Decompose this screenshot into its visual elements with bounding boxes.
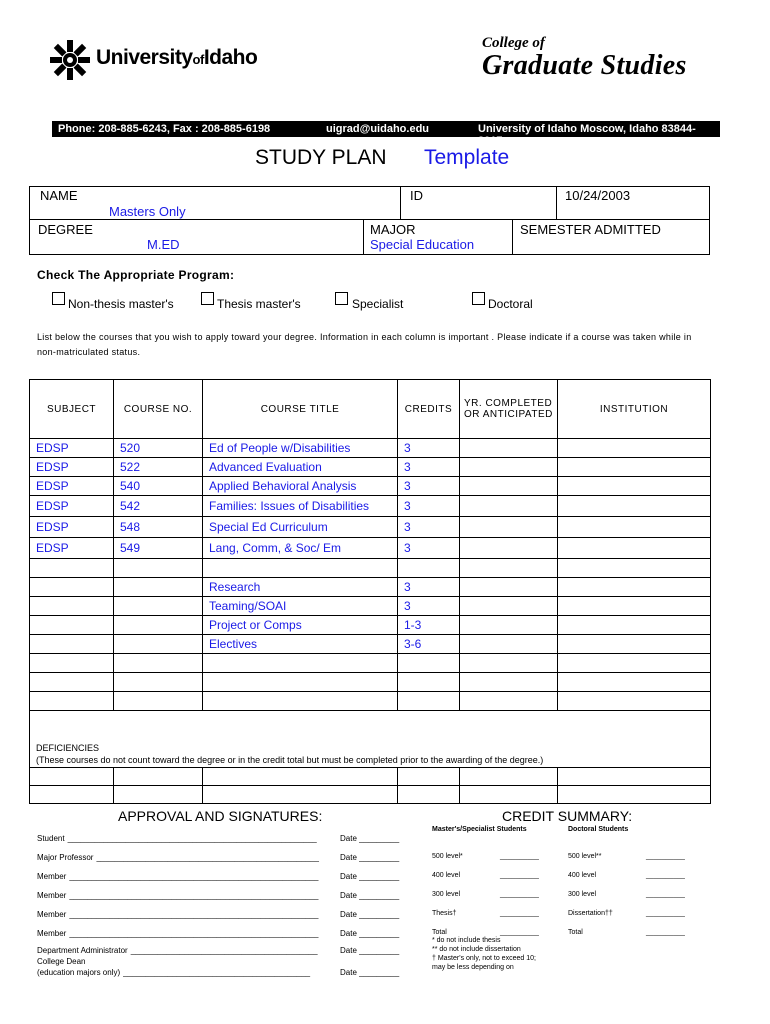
table-cell[interactable]: 3 — [398, 496, 460, 517]
header-course-no: COURSE NO. — [114, 380, 203, 439]
table-row — [30, 439, 711, 458]
credit-note: † Master's only, not to exceed 10; — [432, 955, 536, 962]
table-row — [30, 597, 711, 616]
deficiencies-row — [30, 711, 711, 768]
table-cell[interactable]: Lang, Comm, & Soc/ Em — [203, 538, 398, 559]
table-cell[interactable] — [558, 559, 711, 578]
table-cell[interactable] — [558, 673, 711, 692]
table-cell[interactable] — [398, 692, 460, 711]
table-cell[interactable] — [460, 768, 558, 786]
header-year: YR. COMPLETED OR ANTICIPATED — [460, 380, 558, 439]
email: uigrad@uidaho.edu — [326, 123, 430, 135]
table-cell[interactable] — [558, 439, 711, 458]
table-cell[interactable]: 3 — [398, 578, 460, 597]
table-cell[interactable]: Special Ed Curriculum — [203, 517, 398, 538]
table-cell[interactable]: EDSP — [30, 496, 114, 517]
deficiency-row — [30, 768, 711, 786]
table-cell[interactable] — [114, 578, 203, 597]
signature-blank: ________________________________________________________ — [69, 910, 319, 919]
table-cell[interactable] — [30, 635, 114, 654]
table-cell[interactable] — [460, 673, 558, 692]
credit-note: may be less depending on — [432, 964, 514, 971]
doctoral-row-blank[interactable]: __________ — [646, 929, 685, 936]
table-cell[interactable]: 522 — [114, 458, 203, 477]
table-cell[interactable] — [30, 578, 114, 597]
table-row — [30, 538, 711, 559]
table-row — [30, 496, 711, 517]
table-cell[interactable] — [558, 496, 711, 517]
signature-line[interactable] — [37, 910, 319, 919]
doctoral-checkbox[interactable] — [472, 292, 485, 305]
program-heading: Check The Appropriate Program: — [37, 268, 235, 282]
masters-row-label: 400 level — [432, 872, 461, 879]
university-logo-icon — [48, 38, 92, 82]
name-label: NAME — [40, 188, 78, 203]
table-cell[interactable]: 520 — [114, 439, 203, 458]
table-cell[interactable] — [460, 496, 558, 517]
table-cell[interactable] — [30, 654, 114, 673]
credit-summary-heading: CREDIT SUMMARY: — [502, 808, 633, 824]
specialist-label: Specialist — [352, 297, 404, 311]
table-cell[interactable]: EDSP — [30, 458, 114, 477]
university-logo-text: UniversityofIdaho — [96, 46, 258, 69]
masters-row-blank[interactable]: __________ — [500, 891, 539, 898]
table-cell[interactable]: 549 — [114, 538, 203, 559]
doctoral-row-label: Total — [568, 929, 583, 936]
table-row — [30, 673, 711, 692]
table-cell[interactable] — [558, 517, 711, 538]
table-cell[interactable]: 3 — [398, 458, 460, 477]
masters-row-blank[interactable]: __________ — [500, 872, 539, 879]
id-label: ID — [410, 188, 423, 203]
credit-note: * do not include thesis — [432, 937, 501, 944]
table-cell[interactable] — [30, 597, 114, 616]
table-cell[interactable] — [398, 559, 460, 578]
signature-blank: __________________________________________________ — [96, 853, 319, 862]
signature-line[interactable] — [37, 968, 310, 977]
instructions-line-1: List below the courses that you wish to apply toward your degree. Information in each column is important . Please indicate if a course was taken while in — [37, 332, 692, 342]
table-cell[interactable] — [30, 786, 114, 804]
signature-date[interactable]: Date _________ — [340, 891, 400, 900]
table-cell[interactable]: 3 — [398, 477, 460, 496]
signature-line[interactable] — [37, 891, 319, 900]
table-cell[interactable]: EDSP — [30, 439, 114, 458]
table-cell[interactable]: Project or Comps — [203, 616, 398, 635]
signature-blank: ________________________________________________________ — [69, 872, 319, 881]
table-cell[interactable] — [558, 654, 711, 673]
phone-fax: Phone: 208-885-6243, Fax : 208-885-6198 — [58, 123, 271, 135]
signature-line[interactable] — [37, 872, 319, 881]
table-cell[interactable] — [114, 597, 203, 616]
table-cell[interactable]: 3 — [398, 439, 460, 458]
table-cell[interactable]: EDSP — [30, 477, 114, 496]
table-cell[interactable] — [460, 654, 558, 673]
signature-line[interactable] — [37, 946, 318, 955]
signature-date[interactable]: Date _________ — [340, 946, 400, 955]
table-cell[interactable] — [460, 597, 558, 616]
credit-note: ** do not include dissertation — [432, 946, 521, 953]
course-table — [29, 379, 711, 804]
signature-blank: __________________________________________ — [123, 968, 311, 977]
table-cell[interactable] — [558, 458, 711, 477]
table-cell[interactable]: 1-3 — [398, 616, 460, 635]
table-cell[interactable] — [114, 559, 203, 578]
signature-date[interactable]: Date _________ — [340, 834, 400, 843]
table-cell[interactable] — [460, 616, 558, 635]
signature-blank: __________________________________________ — [130, 946, 318, 955]
table-cell[interactable] — [203, 692, 398, 711]
header-subject: SUBJECT — [30, 380, 114, 439]
table-row — [30, 458, 711, 477]
table-cell[interactable] — [460, 477, 558, 496]
table-cell[interactable] — [460, 786, 558, 804]
signature-date[interactable]: Date _________ — [340, 968, 400, 977]
masters-row-label: 500 level* — [432, 853, 463, 860]
table-cell[interactable] — [114, 654, 203, 673]
signature-label: Member — [37, 910, 67, 919]
signature-blank: ________________________________________________________ — [69, 929, 319, 938]
masters-row-blank[interactable]: __________ — [500, 853, 539, 860]
doctoral-row-blank[interactable]: __________ — [646, 872, 685, 879]
signature-blank: ________________________________________________________ — [69, 891, 319, 900]
table-cell[interactable] — [114, 786, 203, 804]
table-cell[interactable] — [398, 768, 460, 786]
signature-date[interactable]: Date _________ — [340, 872, 400, 881]
signature-label: Major Professor — [37, 853, 94, 862]
signature-label: Department Administrator — [37, 946, 128, 955]
table-cell[interactable] — [460, 635, 558, 654]
doctoral-row-blank[interactable]: __________ — [646, 853, 685, 860]
table-row — [30, 517, 711, 538]
table-cell[interactable] — [558, 578, 711, 597]
doctoral-row-label: 400 level — [568, 872, 597, 879]
header-credits: CREDITS — [398, 380, 460, 439]
header-course-title: COURSE TITLE — [203, 380, 398, 439]
table-cell[interactable] — [460, 692, 558, 711]
doctoral-row-label: 500 level** — [568, 853, 602, 860]
table-cell[interactable]: Electives — [203, 635, 398, 654]
signature-label: Member — [37, 929, 67, 938]
id-field[interactable] — [400, 186, 557, 220]
date-value: 10/24/2003 — [565, 188, 631, 203]
semester-label: SEMESTER ADMITTED — [520, 222, 661, 237]
signature-label: Student — [37, 834, 65, 843]
table-cell[interactable] — [558, 477, 711, 496]
table-cell[interactable] — [460, 517, 558, 538]
table-row — [30, 477, 711, 496]
table-cell[interactable]: Ed of People w/Disabilities — [203, 439, 398, 458]
table-cell[interactable]: Advanced Evaluation — [203, 458, 398, 477]
header-institution: INSTITUTION — [558, 380, 711, 439]
table-cell[interactable] — [398, 786, 460, 804]
signature-label: (education majors only) — [37, 968, 121, 977]
table-cell[interactable] — [558, 616, 711, 635]
table-cell[interactable] — [398, 654, 460, 673]
table-cell[interactable]: Teaming/SOAI — [203, 597, 398, 616]
table-cell[interactable]: 3 — [398, 597, 460, 616]
masters-row-label: 300 level — [432, 891, 461, 898]
signature-line[interactable] — [37, 853, 319, 862]
table-cell[interactable] — [398, 673, 460, 692]
table-row — [30, 578, 711, 597]
deficiency-row — [30, 786, 711, 804]
signature-date[interactable]: Date _________ — [340, 929, 400, 938]
table-cell[interactable] — [558, 538, 711, 559]
table-cell[interactable]: 3 — [398, 517, 460, 538]
table-cell[interactable] — [114, 768, 203, 786]
table-cell[interactable] — [114, 616, 203, 635]
contact-bar — [52, 121, 720, 147]
table-cell[interactable]: Families: Issues of Disabilities — [203, 496, 398, 517]
degree-label: DEGREE — [38, 222, 93, 237]
table-cell[interactable] — [558, 635, 711, 654]
table-cell[interactable] — [460, 578, 558, 597]
table-cell[interactable] — [203, 559, 398, 578]
signature-line[interactable] — [37, 834, 317, 843]
table-cell[interactable] — [30, 768, 114, 786]
table-cell[interactable] — [460, 538, 558, 559]
doctoral-row-blank[interactable]: __________ — [646, 891, 685, 898]
table-row — [30, 654, 711, 673]
table-cell[interactable]: 540 — [114, 477, 203, 496]
signature-line[interactable] — [37, 957, 88, 966]
address: University of Idaho Moscow, Idaho 83844-3017 — [478, 123, 696, 147]
table-cell[interactable]: EDSP — [30, 538, 114, 559]
table-cell[interactable] — [30, 692, 114, 711]
non-thesis-checkbox[interactable] — [52, 292, 65, 305]
major-value: Special Education — [370, 237, 475, 252]
table-cell[interactable] — [203, 654, 398, 673]
table-row — [30, 559, 711, 578]
doctoral-label: Doctoral — [488, 297, 533, 311]
table-row — [30, 692, 711, 711]
table-cell[interactable]: 3-6 — [398, 635, 460, 654]
masters-row-label: Total — [432, 929, 447, 936]
table-header-row — [30, 380, 711, 439]
name-value: Masters Only — [109, 204, 186, 219]
table-cell[interactable]: 542 — [114, 496, 203, 517]
table-cell[interactable] — [558, 786, 711, 804]
masters-row-label: Thesis† — [432, 910, 457, 917]
approval-heading: APPROVAL AND SIGNATURES: — [118, 808, 323, 824]
table-cell[interactable] — [203, 673, 398, 692]
deficiencies-label: DEFICIENCIES — [36, 743, 100, 753]
signature-label: College Dean — [37, 957, 86, 966]
table-cell[interactable] — [30, 559, 114, 578]
college-line-2: Graduate Studies — [482, 50, 687, 81]
table-cell[interactable] — [114, 692, 203, 711]
table-cell[interactable] — [30, 673, 114, 692]
doctoral-row-blank[interactable]: __________ — [646, 910, 685, 917]
table-cell[interactable] — [114, 673, 203, 692]
table-cell[interactable] — [460, 439, 558, 458]
specialist-checkbox[interactable] — [335, 292, 348, 305]
deficiencies-note: (These courses do not count toward the degree or in the credit total but must be completed prior to the awarding of the degree.) — [36, 755, 544, 765]
masters-heading: Master's/Specialist Students — [432, 826, 527, 833]
table-cell[interactable]: EDSP — [30, 517, 114, 538]
thesis-label: Thesis master's — [217, 297, 301, 311]
doctoral-heading: Doctoral Students — [568, 826, 629, 833]
table-cell[interactable] — [30, 616, 114, 635]
signature-date[interactable]: Date _________ — [340, 910, 400, 919]
table-row — [30, 616, 711, 635]
college-line-1: College of — [482, 35, 545, 51]
major-label: MAJOR — [370, 222, 416, 237]
table-cell[interactable]: Research — [203, 578, 398, 597]
table-cell[interactable]: 548 — [114, 517, 203, 538]
table-cell[interactable] — [203, 786, 398, 804]
degree-value: M.ED — [147, 237, 180, 252]
table-cell[interactable] — [558, 692, 711, 711]
signature-date[interactable]: Date _________ — [340, 853, 400, 862]
table-cell[interactable] — [460, 458, 558, 477]
table-cell[interactable] — [114, 635, 203, 654]
signature-line[interactable] — [37, 929, 319, 938]
signature-label: Member — [37, 872, 67, 881]
thesis-checkbox[interactable] — [201, 292, 214, 305]
deficiencies-cell — [30, 711, 711, 768]
signature-blank: ________________________________________________________ — [67, 834, 317, 843]
doctoral-row-label: 300 level — [568, 891, 597, 898]
table-cell[interactable] — [203, 768, 398, 786]
masters-row-blank[interactable]: __________ — [500, 910, 539, 917]
non-thesis-label: Non-thesis master's — [68, 297, 174, 311]
template-label: Template — [424, 146, 510, 169]
name-field[interactable] — [29, 186, 401, 220]
page-title: STUDY PLAN — [255, 146, 387, 169]
table-row — [30, 635, 711, 654]
table-cell[interactable]: 3 — [398, 538, 460, 559]
masters-row-blank[interactable]: __________ — [500, 929, 539, 936]
table-cell[interactable] — [558, 597, 711, 616]
instructions-line-2: non-matriculated status. — [37, 347, 141, 357]
table-cell[interactable] — [460, 559, 558, 578]
signature-label: Member — [37, 891, 67, 900]
table-cell[interactable]: Applied Behavioral Analysis — [203, 477, 398, 496]
doctoral-row-label: Dissertation†† — [568, 910, 613, 917]
table-cell[interactable] — [558, 768, 711, 786]
